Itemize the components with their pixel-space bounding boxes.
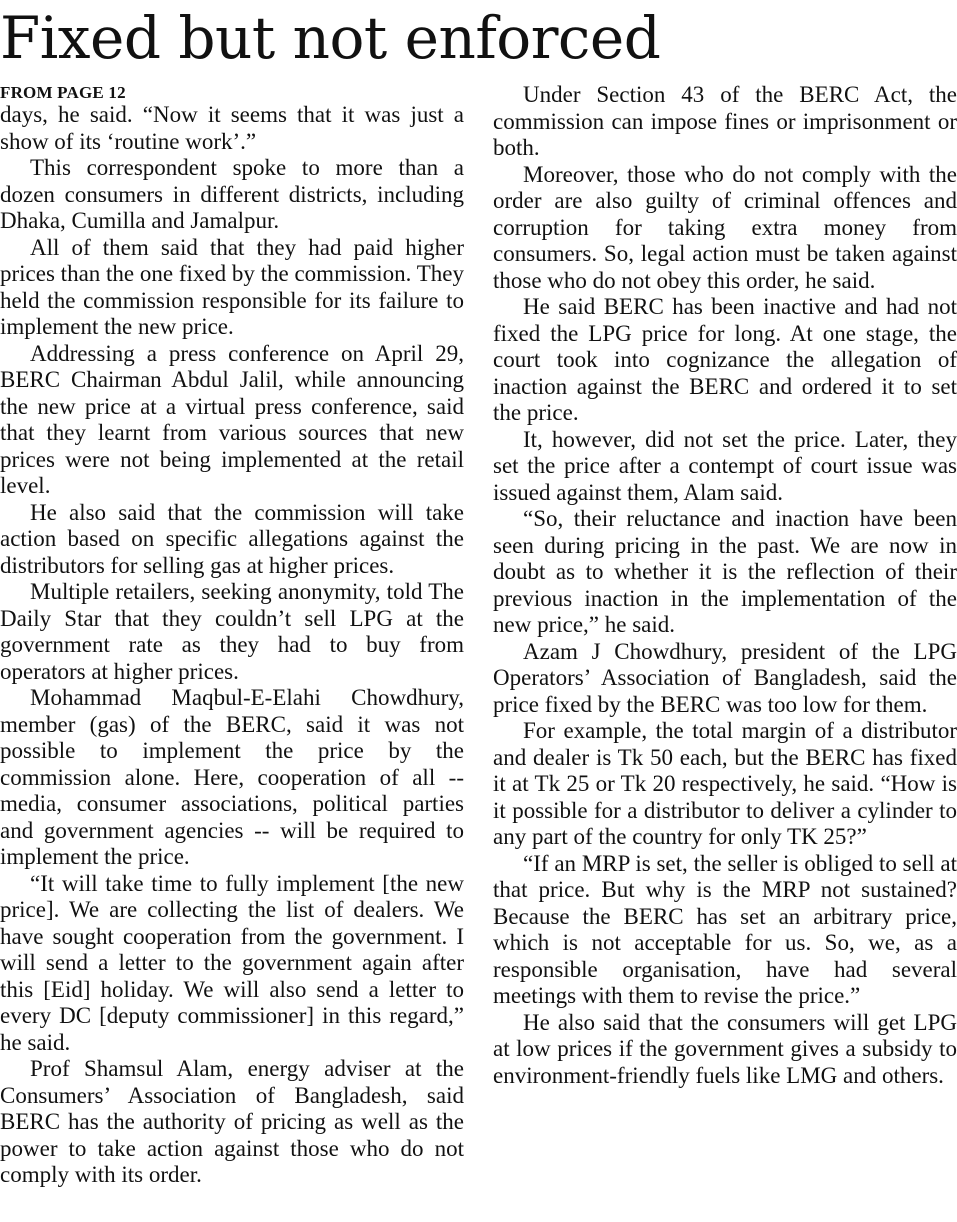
paragraph: It, however, did not set the price. Later, they set the price after a contempt of court issue was issued against them, Alam said. bbox=[493, 426, 957, 505]
paragraph: “So, their reluctance and inaction have been seen during pricing in the past. We are now in doubt as to whether it is the reflection of their previous inaction in the implementation of the new price,” he said. bbox=[493, 506, 957, 637]
paragraph: Prof Shamsul Alam, energy adviser at the Consumers’ Association of Bangladesh, said BERC has the authority of pricing as well as the power to take action against those who do not comply with its order. bbox=[0, 1056, 464, 1187]
paragraph: Multiple retailers, seeking anonymity, told The Daily Star that they couldn’t sell LPG at the government rate as they had to buy from operators at higher prices. bbox=[0, 579, 464, 684]
paragraph: “It will take time to fully implement [the new price]. We are collecting the list of dealers. We have sought cooperation from the government. I will send a letter to the government again after this [Eid] holiday. We will also send a letter to every DC [deputy commissioner] in this regard,” he said. bbox=[0, 870, 464, 1055]
paragraph: Mohammad Maqbul-E-Elahi Chowdhury, member (gas) of the BERC, said it was not possible to implement the price by the commission alone. Here, cooperation of all -- media, consumer associations, political parties and government agencies -- will be required to implement the price. bbox=[0, 685, 464, 869]
paragraph: days, he said. “Now it seems that it was just a show of its ‘routine work’.” bbox=[0, 102, 464, 154]
jump-line: FROM PAGE 12 bbox=[0, 83, 126, 102]
right-column bbox=[493, 82, 957, 1089]
paragraph: Under Section 43 of the BERC Act, the commission can impose fines or imprisonment or both. bbox=[493, 82, 957, 160]
left-column bbox=[0, 82, 464, 1189]
paragraph: All of them said that they had paid higher prices than the one fixed by the commission. They held the commission responsible for its failure to implement the new price. bbox=[0, 234, 464, 339]
paragraph: “If an MRP is set, the seller is obliged to sell at that price. But why is the MRP not sustained? Because the BERC has set an arbitrary price, which is not acceptable for us. So, we, as a responsible organisation, have had several meetings with them to revise the price.” bbox=[493, 850, 957, 1008]
paragraph: Addressing a press conference on April 29, BERC Chairman Abdul Jalil, while announcing the new price at a virtual press conference, said that they learnt from various sources that new prices were not being implemented at the retail level. bbox=[0, 340, 464, 498]
paragraph: He said BERC has been inactive and had not fixed the LPG price for long. At one stage, the court took into cognizance the allegation of inaction against the BERC and ordered it to set the price. bbox=[493, 294, 957, 425]
paragraph: He also said that the consumers will get LPG at low prices if the government gives a subsidy to environment-friendly fuels like LMG and others. bbox=[493, 1009, 957, 1088]
paragraph: For example, the total margin of a distributor and dealer is Tk 50 each, but the BERC has fixed it at Tk 25 or Tk 20 respectively, he said. “How is it possible for a distributor to deliver a cylinder to any part of the country for only TK 25?” bbox=[493, 718, 957, 849]
paragraph: He also said that the commission will take action based on specific allegations against the distributors for selling gas at higher prices. bbox=[0, 499, 464, 578]
paragraph: Azam J Chowdhury, president of the LPG Operators’ Association of Bangladesh, said the price fixed by the BERC was too low for them. bbox=[493, 638, 957, 717]
paragraph: Moreover, those who do not comply with the order are also guilty of criminal offences and corruption for taking extra money from consumers. So, legal action must be taken against those who do not obey this order, he said. bbox=[493, 161, 957, 293]
paragraph: This correspondent spoke to more than a dozen consumers in different districts, including Dhaka, Cumilla and Jamalpur. bbox=[0, 155, 464, 233]
headline: Fixed but not enforced bbox=[0, 4, 661, 72]
